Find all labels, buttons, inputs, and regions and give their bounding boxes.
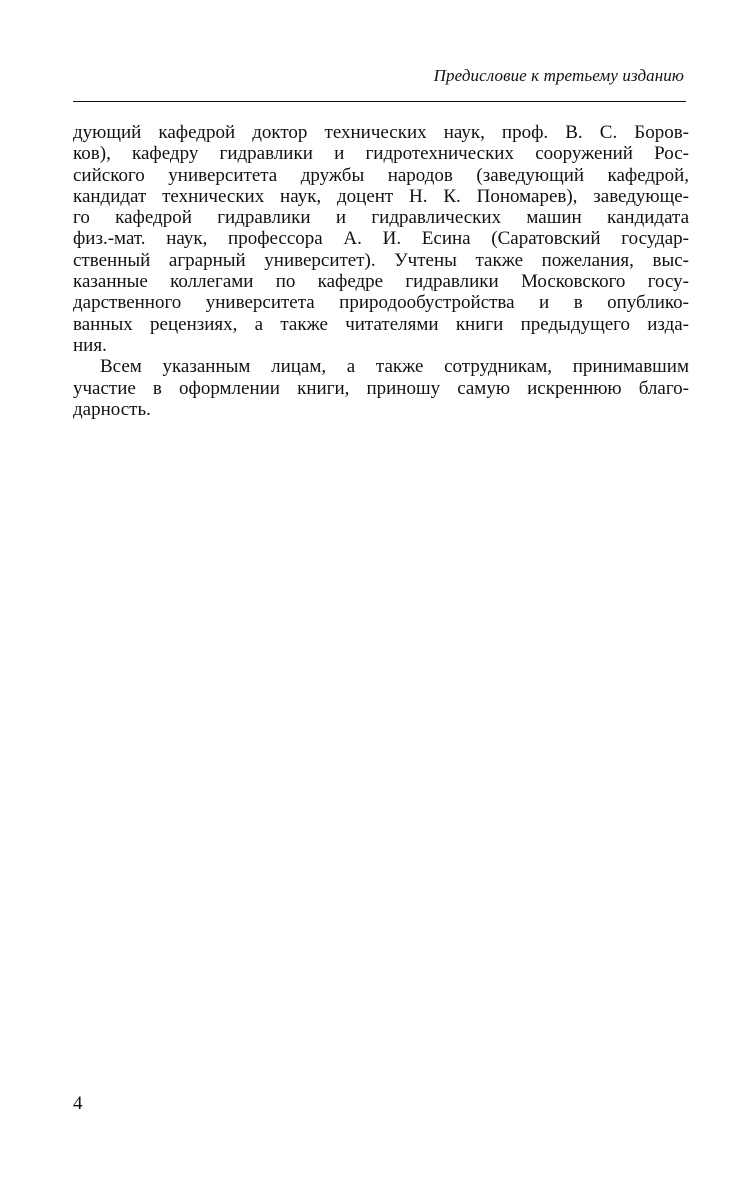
text-line: ванных рецензиях, а также читателями книги предыдущего изда- [73,313,689,335]
text-line: Всем указанным лицам, а также сотрудникам, принимавшим [100,356,689,378]
paragraph-2 [73,356,689,420]
text-line: казанные коллегами по кафедре гидравлики Московского госу- [73,271,689,293]
text-line: дарность. [73,398,151,420]
text-line: участие в оформлении книги, приношу самую искреннюю благо- [73,377,689,399]
paragraph-1 [73,122,689,356]
text-line: ков), кафедру гидравлики и гидротехнических сооружений Рос- [73,143,689,165]
text-line: сийского университета дружбы народов (заведующий кафедрой, [73,164,689,186]
text-line: кандидат технических наук, доцент Н. К. Пономарев), заведующе- [73,185,689,207]
text-line: го кафедрой гидравлики и гидравлических машин кандидата [73,207,689,229]
text-line: дарственного университета природообустройства и в опублико- [73,292,689,314]
page-number: 4 [73,1093,83,1114]
text-line: физ.-мат. наук, профессора А. И. Есина (Саратовский государ- [73,228,689,250]
text-line: дующий кафедрой доктор технических наук, проф. В. С. Боров- [73,122,689,143]
body-text [73,122,689,420]
text-line: ственный аграрный университет). Учтены также пожелания, выс- [73,249,689,271]
text-line: ния. [73,334,107,356]
running-head: Предисловие к третьему изданию [433,66,684,85]
header-rule [73,101,686,102]
